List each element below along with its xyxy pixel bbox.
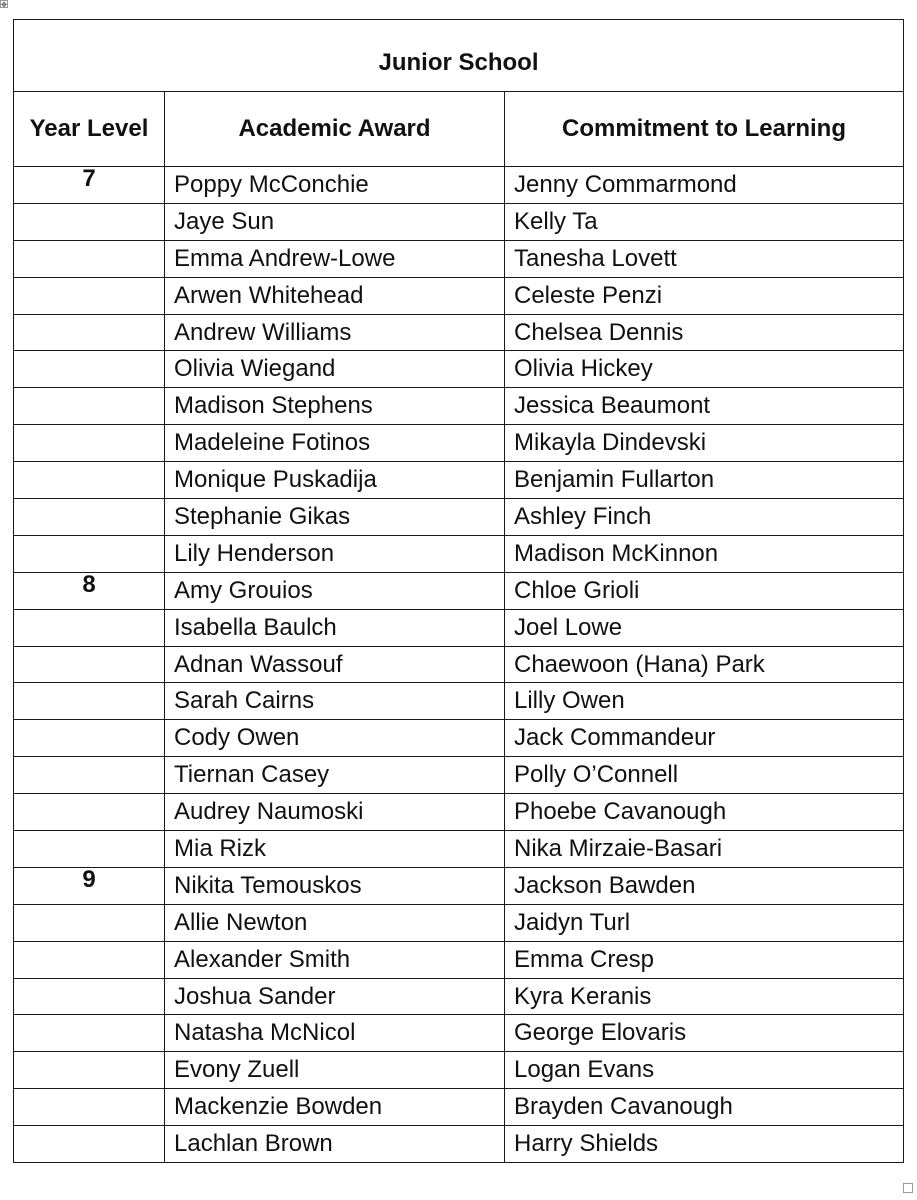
commitment-to-learning-cell: Polly O’Connell: [505, 757, 904, 794]
commitment-to-learning-cell: George Elovaris: [505, 1015, 904, 1052]
commitment-to-learning-cell: Jackson Bawden: [505, 867, 904, 904]
commitment-to-learning-cell: Mikayla Dindevski: [505, 425, 904, 462]
year-level-cell: [14, 1126, 165, 1163]
table-row: [14, 1015, 904, 1052]
academic-award-cell: Andrew Williams: [165, 314, 505, 351]
commitment-to-learning-cell: Brayden Cavanough: [505, 1089, 904, 1126]
academic-award-cell: Cody Owen: [165, 720, 505, 757]
table-row: [14, 720, 904, 757]
commitment-to-learning-cell: Harry Shields: [505, 1126, 904, 1163]
awards-table: [13, 19, 904, 1163]
year-level-cell: [14, 203, 165, 240]
year-level-cell: [14, 1015, 165, 1052]
academic-award-cell: Jaye Sun: [165, 203, 505, 240]
academic-award-cell: Alexander Smith: [165, 941, 505, 978]
academic-award-cell: Mia Rizk: [165, 831, 505, 868]
table-resize-handle-icon[interactable]: [903, 1183, 913, 1193]
commitment-to-learning-cell: Jessica Beaumont: [505, 388, 904, 425]
year-level-cell: [14, 314, 165, 351]
commitment-to-learning-cell: Lilly Owen: [505, 683, 904, 720]
commitment-to-learning-cell: Ashley Finch: [505, 499, 904, 536]
commitment-to-learning-cell: Kelly Ta: [505, 203, 904, 240]
commitment-to-learning-cell: Kyra Keranis: [505, 978, 904, 1015]
year-level-cell: [14, 978, 165, 1015]
year-level-cell: [14, 720, 165, 757]
table-row: [14, 1052, 904, 1089]
table-row: [14, 203, 904, 240]
commitment-to-learning-cell: Celeste Penzi: [505, 277, 904, 314]
year-level-cell: [14, 1089, 165, 1126]
table-row: [14, 277, 904, 314]
academic-award-cell: Tiernan Casey: [165, 757, 505, 794]
academic-award-cell: Emma Andrew-Lowe: [165, 240, 505, 277]
table-move-handle-icon[interactable]: ✥: [1, 1, 7, 9]
table-row: [14, 904, 904, 941]
table-row: [14, 794, 904, 831]
table-row: [14, 1089, 904, 1126]
academic-award-cell: Madison Stephens: [165, 388, 505, 425]
commitment-to-learning-cell: Chaewoon (Hana) Park: [505, 646, 904, 683]
commitment-to-learning-cell: Jenny Commarmond: [505, 167, 904, 204]
table-row: [14, 572, 904, 609]
commitment-to-learning-cell: Benjamin Fullarton: [505, 462, 904, 499]
commitment-to-learning-cell: Madison McKinnon: [505, 535, 904, 572]
year-level-cell: 9: [14, 867, 165, 904]
commitment-to-learning-cell: Nika Mirzaie-Basari: [505, 831, 904, 868]
academic-award-cell: Audrey Naumoski: [165, 794, 505, 831]
academic-award-cell: Lachlan Brown: [165, 1126, 505, 1163]
table-row: [14, 351, 904, 388]
year-level-cell: 8: [14, 572, 165, 609]
header-commitment-to-learning: Commitment to Learning: [505, 92, 904, 167]
year-level-cell: [14, 941, 165, 978]
academic-award-cell: Poppy McConchie: [165, 167, 505, 204]
commitment-to-learning-cell: Jack Commandeur: [505, 720, 904, 757]
header-academic-award: Academic Award: [165, 92, 505, 167]
commitment-to-learning-cell: Chloe Grioli: [505, 572, 904, 609]
table-row: [14, 683, 904, 720]
year-level-cell: [14, 535, 165, 572]
table-title-row: [14, 20, 904, 92]
academic-award-cell: Isabella Baulch: [165, 609, 505, 646]
year-level-cell: 7: [14, 167, 165, 204]
table-row: [14, 462, 904, 499]
year-level-cell: [14, 351, 165, 388]
academic-award-cell: Nikita Temouskos: [165, 867, 505, 904]
year-level-cell: [14, 609, 165, 646]
year-level-cell: [14, 425, 165, 462]
table-row: [14, 978, 904, 1015]
commitment-to-learning-cell: Tanesha Lovett: [505, 240, 904, 277]
table-title: Junior School: [14, 20, 904, 92]
academic-award-cell: Stephanie Gikas: [165, 499, 505, 536]
academic-award-cell: Sarah Cairns: [165, 683, 505, 720]
year-level-cell: [14, 240, 165, 277]
table-row: [14, 388, 904, 425]
header-year-level: Year Level: [14, 92, 165, 167]
academic-award-cell: Adnan Wassouf: [165, 646, 505, 683]
table-header-row: [14, 92, 904, 167]
table-row: [14, 867, 904, 904]
commitment-to-learning-cell: Phoebe Cavanough: [505, 794, 904, 831]
year-level-cell: [14, 831, 165, 868]
academic-award-cell: Mackenzie Bowden: [165, 1089, 505, 1126]
year-level-cell: [14, 904, 165, 941]
commitment-to-learning-cell: Logan Evans: [505, 1052, 904, 1089]
table-row: [14, 499, 904, 536]
table-row: [14, 831, 904, 868]
commitment-to-learning-cell: Jaidyn Turl: [505, 904, 904, 941]
table-row: [14, 425, 904, 462]
year-level-cell: [14, 1052, 165, 1089]
commitment-to-learning-cell: Joel Lowe: [505, 609, 904, 646]
year-level-cell: [14, 388, 165, 425]
commitment-to-learning-cell: Chelsea Dennis: [505, 314, 904, 351]
table-row: [14, 609, 904, 646]
table-row: [14, 941, 904, 978]
table-row: [14, 240, 904, 277]
year-level-cell: [14, 757, 165, 794]
academic-award-cell: Monique Puskadija: [165, 462, 505, 499]
academic-award-cell: Amy Grouios: [165, 572, 505, 609]
commitment-to-learning-cell: Olivia Hickey: [505, 351, 904, 388]
academic-award-cell: Joshua Sander: [165, 978, 505, 1015]
academic-award-cell: Madeleine Fotinos: [165, 425, 505, 462]
commitment-to-learning-cell: Emma Cresp: [505, 941, 904, 978]
academic-award-cell: Lily Henderson: [165, 535, 505, 572]
academic-award-cell: Arwen Whitehead: [165, 277, 505, 314]
table-row: [14, 757, 904, 794]
year-level-cell: [14, 683, 165, 720]
academic-award-cell: Allie Newton: [165, 904, 505, 941]
award-rows: [14, 167, 904, 1163]
table-row: [14, 1126, 904, 1163]
year-level-cell: [14, 462, 165, 499]
year-level-cell: [14, 499, 165, 536]
table-row: [14, 314, 904, 351]
academic-award-cell: Evony Zuell: [165, 1052, 505, 1089]
year-level-cell: [14, 794, 165, 831]
table-row: [14, 167, 904, 204]
table-row: [14, 535, 904, 572]
year-level-cell: [14, 646, 165, 683]
table-row: [14, 646, 904, 683]
academic-award-cell: Natasha McNicol: [165, 1015, 505, 1052]
year-level-cell: [14, 277, 165, 314]
academic-award-cell: Olivia Wiegand: [165, 351, 505, 388]
